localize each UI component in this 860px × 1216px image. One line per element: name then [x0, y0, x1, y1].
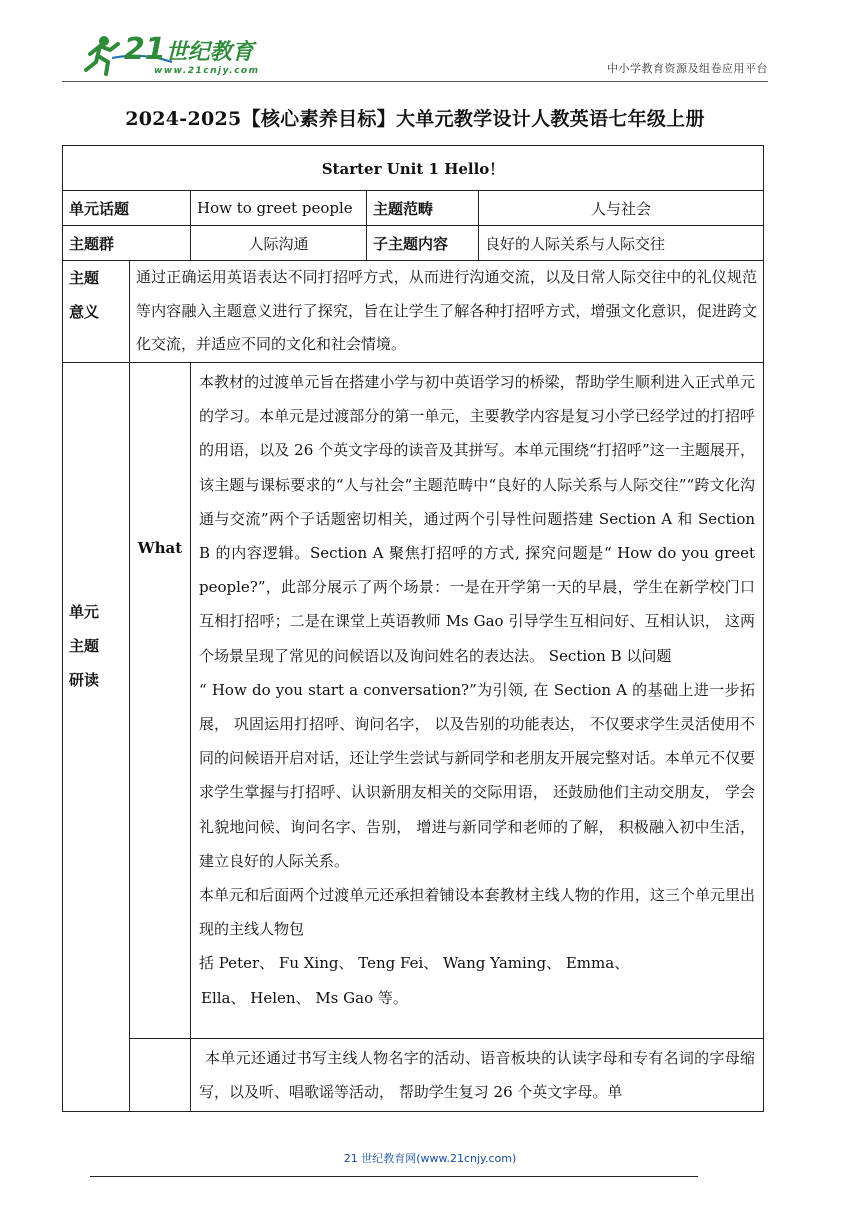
empty-label-cell [130, 1039, 191, 1112]
footer-link[interactable]: 21 世纪教育网(www.21cnjy.com) [343, 1152, 517, 1165]
next-content: 本单元还通过书写主线人物名字的活动、语音板块的认读字母和专有名词的字母缩写，以及听、唱歌谣等活动， 帮助学生复习 26 个英文字母。单 [191, 1039, 764, 1112]
what-paragraph: 括 Peter、 Fu Xing、 Teng Fei、 Wang Yaming、 Emma、 [199, 954, 630, 973]
topic-label: 单元话题 [63, 191, 191, 226]
meaning-label: 主题 意义 [63, 261, 130, 363]
what-content [191, 363, 764, 1039]
topic-value: How to greet people [191, 191, 367, 226]
logo-url: www.21cnjy.com [154, 66, 260, 76]
header-divider [62, 81, 768, 82]
what-paragraph: 本教材的过渡单元旨在搭建小学与初中英语学习的桥梁，帮助学生顺利进入正式单元的学习。本单元是过渡部分的第一单元，主要教学内容是复习小学已经学过的打招呼的用语，以及 26 个英文字母的读音及其拼写。本单元围绕“打招呼”这一主题展开，该主题与课标要求的“人与社会”主题范畴中“良好的人际关系与人际交往”“跨文化沟通与交流”两个子话题密切相关，通过两个引导性问题搭建 Section A 和 Section B 的内容逻辑。Section A 聚焦打招呼的方式, 探究问题是“ How do you greet people?”，此部分展示了两个场景：一是在开学第一天的早晨，学生在新学校门口互相打招呼；二是在课堂上英语教师 Ms Gao 引导学生互相问好、互相认识， 这两个场景呈现了常见的问候语以及询问姓名的表达法。 Section B 以问题 [199, 373, 756, 665]
what-paragraph: 本单元和后面两个过渡单元还承担着铺设本套教材主线人物的作用，这三个单元里出现的主线人物包 [199, 886, 756, 939]
theme-category-value: 人与社会 [479, 191, 764, 226]
theme-group-label: 主题群 [63, 226, 191, 261]
theme-category-label: 主题范畴 [367, 191, 479, 226]
logo [82, 32, 322, 78]
document-title: 2024-2025【核心素养目标】大单元教学设计人教英语七年级上册 [125, 108, 705, 130]
footer-divider [90, 1176, 698, 1177]
what-label: What [130, 363, 191, 1039]
logo-number: 21 [124, 32, 166, 67]
theme-group-value: 人际沟通 [191, 226, 367, 261]
what-paragraph: Ella、 Helen、 Ms Gao 等。 [201, 988, 408, 1007]
unit-title: Starter Unit 1 Hello！ [63, 146, 764, 191]
unit-design-table [62, 145, 764, 1112]
page-header [62, 28, 768, 82]
meaning-text: 通过正确运用英语表达不同打招呼方式，从而进行沟通交流，以及日常人际交往中的礼仪规范等内容融入主题意义进行了探究，旨在让学生了解各种打招呼方式，增强文化意识，促进跨文化交流，并适应不同的文化和社会情境。 [130, 261, 764, 363]
platform-name: 中小学教育资源及组卷应用平台 [607, 62, 768, 75]
study-label: 单元 主题 研读 [63, 363, 130, 1112]
subtheme-value: 良好的人际关系与人际交往 [479, 226, 764, 261]
subtheme-label: 子主题内容 [367, 226, 479, 261]
logo-name: 世纪教育 [165, 40, 254, 65]
what-paragraph: “ How do you start a conversation?”为引领, 在 Section A 的基础上进一步拓展， 巩固运用打招呼、询问名字， 以及告别的功能表达， 不仅要求学生灵活使用不同的问候语开启对话，还让学生尝试与新同学和老朋友开展完整对话。本单元不仅要求学生掌握与打招呼、认识新朋友相关的交际用语， 还鼓励他们主动交朋友， 学会礼貌地问候、询问名字、告别， 增进与新同学和老师的了解， 积极融入初中生活， 建立良好的人际关系。 [199, 680, 756, 870]
